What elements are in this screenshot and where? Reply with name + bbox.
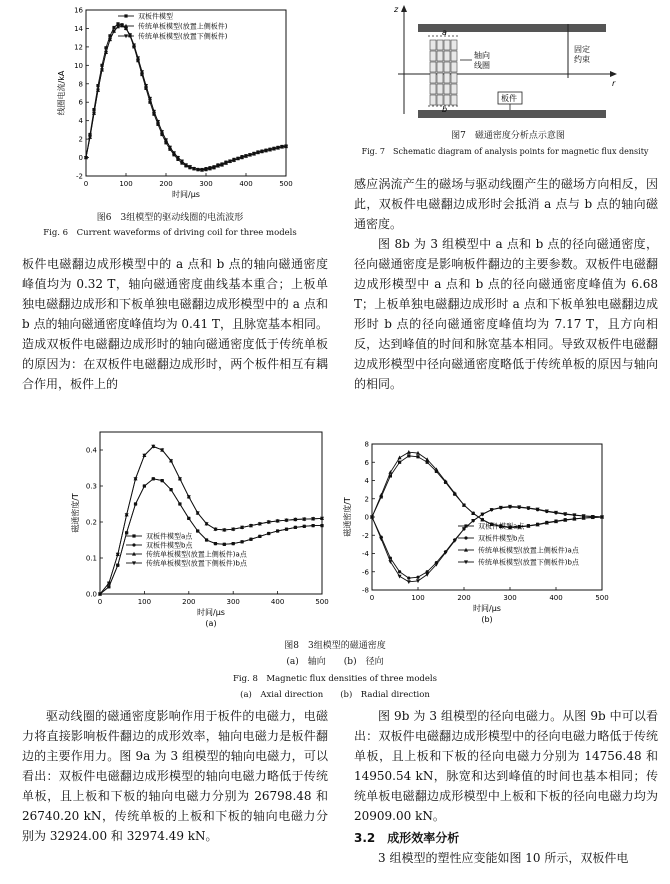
right-top-text	[354, 174, 658, 394]
legend-label: 双板件模型a点	[478, 522, 525, 531]
x-tick-label: 200	[182, 598, 196, 606]
marker-invtriangle	[116, 553, 120, 557]
x-axis-label: 时间/μs	[172, 190, 200, 199]
marker-circle	[132, 543, 135, 546]
x-tick-label: 100	[411, 594, 425, 602]
legend-label: 传统单板模型(放置上侧板件)a点	[146, 550, 247, 559]
paragraph: 板件电磁翻边成形模型中的 a 点和 b 点的轴向磁通密度峰值均为 0.32 T，轴向磁通密度曲线基本重合；上板单独电磁翻边成形和下板单独电磁翻边成形模型中的 a 点和 b 点的轴向磁通密度峰值均为 0.41 T，且脉宽基本相同。造成双板件电磁翻边成形时的轴向磁通密度低于传统单板的原因为：在双板件电磁翻边成形时，两个板件相互有耦合作用，板件上的	[22, 257, 328, 391]
y-tick-label: 0	[364, 513, 369, 522]
marker-circle	[178, 502, 181, 505]
coil-cell	[437, 51, 443, 61]
y-tick-label: 6	[78, 98, 83, 107]
y-tick-label: 4	[78, 117, 83, 126]
y-tick-label: -4	[362, 550, 369, 558]
series-line	[86, 26, 286, 170]
marker-circle	[267, 532, 270, 535]
x-tick-label: 0	[97, 598, 103, 606]
panel-label: (a)	[205, 619, 217, 628]
coil-cell	[451, 95, 457, 105]
marker-circle	[134, 502, 137, 505]
marker-circle	[416, 576, 419, 579]
marker-invtriangle	[169, 459, 173, 463]
y-tick-label: 4	[364, 477, 369, 485]
coil-cell	[430, 73, 436, 83]
x-tick-label: 500	[595, 594, 609, 602]
marker-invtriangle	[134, 477, 138, 481]
y-tick-label: 2	[364, 495, 369, 504]
marker-invtriangle	[178, 477, 182, 481]
marker-circle	[303, 525, 306, 528]
marker-circle	[294, 526, 297, 529]
coil-cell	[444, 40, 450, 50]
marker-circle	[240, 540, 243, 543]
coil-cell	[444, 84, 450, 94]
coil-cell	[444, 62, 450, 72]
marker-invtriangle	[398, 575, 402, 579]
marker-triangle	[425, 457, 429, 461]
coil-cell	[437, 73, 443, 83]
marker-circle	[320, 524, 323, 527]
marker-square	[398, 461, 401, 464]
marker-invtriangle	[125, 513, 129, 517]
marker-invtriangle	[425, 573, 429, 577]
x-tick-label: 0	[369, 594, 375, 602]
legend-label: 传统单板模型(放置下侧板件)	[138, 32, 228, 41]
marker-square	[124, 14, 127, 17]
y-tick-label: 0.4	[85, 446, 97, 455]
legend	[118, 12, 228, 41]
figure-8-subcaption-cn: (a) 轴向 (b) 径向	[286, 657, 384, 667]
legend-label: 双板件模型b点	[146, 541, 193, 550]
x-tick-label: 400	[270, 598, 285, 606]
x-tick-label: 300	[199, 180, 213, 188]
marker-circle	[276, 529, 279, 532]
x-tick-label: 100	[119, 180, 133, 188]
marker-square	[132, 534, 135, 537]
y-tick-label: 0.2	[85, 518, 97, 527]
marker-circle	[196, 529, 199, 532]
y-tick-label: -2	[362, 531, 369, 540]
series-line	[86, 24, 286, 170]
coil-cell	[451, 40, 457, 50]
x-tick-label: 200	[159, 180, 173, 188]
paragraph: 3 组模型的塑性应变能如图 10 所示，双板件电	[378, 851, 629, 865]
y-tick-label: 0.0	[85, 590, 97, 599]
marker-circle	[312, 524, 315, 527]
marker-circle	[107, 585, 110, 588]
marker-circle	[205, 538, 208, 541]
y-tick-label: 0.1	[85, 554, 97, 563]
marker-circle	[187, 517, 190, 520]
coil-cell	[451, 51, 457, 61]
figure-8b-chart	[343, 438, 650, 634]
y-axis-label: 磁通密度/T	[71, 493, 80, 533]
z-axis-label: z	[394, 5, 399, 14]
paragraph: 图 9b 为 3 组模型的径向电磁力。从图 9b 中可以看出：双板件电磁翻边成形模型中的径向电磁力略低于传统单板，且上板和下板的径向电磁力分别为 14756.48 和 14950.54 kN，脉宽和达到峰值的时间也基本相同；传统单板电磁翻边成形模型中上板和下板的径向电磁力均为 20909.00 kN。	[354, 709, 658, 823]
marker-circle	[161, 479, 164, 482]
coil-cell	[430, 62, 436, 72]
paragraph: 驱动线圈的磁通密度影响作用于板件的电磁力，电磁力将直接影响板件翻边的成形效率，轴向电磁力是板件翻边的主要作用力。图 9a 为 3 组模型的轴向电磁力，可以看出：双板件电磁翻边成形模型的轴向电磁力略低于传统单板，且上板和下板的轴向电磁力分别为 26798.48 和 26740.20 kN，传统单板的上板和下板的轴向电磁力分别为 32924.00 和 32974.49 kN。	[22, 709, 328, 843]
figure-6-caption-en: Fig. 6 Current waveforms of driving coil for three models	[43, 228, 297, 238]
series-1	[84, 23, 288, 171]
z-axis-arrow	[401, 5, 407, 12]
marker-circle	[249, 538, 252, 541]
x-tick-label: 400	[549, 594, 563, 602]
legend-label: 传统单板模型(放置上侧板件)a点	[478, 546, 579, 555]
paragraph: 图 8b 为 3 组模型中 a 点和 b 点的径向磁通密度，径向磁通密度是影响板件翻边的主要参数。双板件电磁翻边成形模型中 a 点和 b 点的径向磁通密度峰值为 6.68 T；上板单独电磁翻边成形时 a 点和下板单独电磁翻边成形时 b 点的径向磁通密度峰值均为 7.17 T，且方向相反，达到峰值的时间和脉宽基本相同。导致双板件电磁翻边成形模型中径向磁通密度略低于传统单板的原因与轴向的相同。	[354, 237, 658, 391]
x-tick-label: 300	[226, 598, 240, 606]
coil-cell	[437, 95, 443, 105]
y-tick-label: 0	[78, 154, 83, 163]
y-tick-label: 14	[74, 24, 83, 33]
y-tick-label: -8	[362, 586, 369, 595]
r-axis-arrow	[610, 71, 617, 77]
coil-cell	[430, 95, 436, 105]
x-tick-label: 100	[137, 598, 152, 606]
marker-invtriangle	[92, 112, 96, 116]
coil-cell	[430, 84, 436, 94]
marker-circle	[223, 543, 226, 546]
coil-cell	[437, 40, 443, 50]
coil-cell	[451, 84, 457, 94]
marker-invtriangle	[205, 522, 209, 526]
marker-square	[416, 455, 419, 458]
y-tick-label: 6	[364, 458, 369, 467]
point-b-label: b	[442, 105, 448, 114]
figure-6-caption-cn: 图6 3组模型的驱动线圈的电流波形	[96, 213, 244, 223]
marker-triangle	[398, 455, 402, 459]
y-tick-label: -2	[76, 172, 83, 181]
legend-label: 传统单板模型(放置上侧板件)	[138, 22, 228, 31]
y-tick-label: 2	[78, 135, 83, 144]
legend	[458, 522, 580, 567]
axial-coil	[430, 40, 457, 105]
figure-7-caption-en: Fig. 7 Schematic diagram of analysis points for magnetic flux density	[361, 147, 649, 156]
marker-circle	[258, 535, 261, 538]
legend-label: 传统单板模型(放置下侧板件)b点	[478, 558, 579, 567]
series-line	[86, 26, 286, 170]
point-a-label: a	[442, 28, 447, 37]
marker-circle	[169, 488, 172, 491]
r-axis-label: r	[612, 79, 616, 88]
x-tick-label: 0	[83, 180, 89, 188]
coil-cell	[444, 95, 450, 105]
series-0	[84, 22, 287, 171]
series-line	[372, 507, 602, 578]
y-tick-label: 8	[364, 440, 369, 449]
legend-label: 传统单板模型(放置下侧板件)b点	[146, 559, 247, 568]
figure-7-diagram	[388, 2, 628, 120]
marker-invtriangle	[112, 30, 116, 34]
plate-label: 板件	[501, 94, 517, 103]
series-2	[370, 450, 604, 529]
legend-label: 双板件模型	[138, 12, 173, 21]
coil-cell	[451, 73, 457, 83]
marker-circle	[407, 577, 410, 580]
right-bottom-text	[354, 706, 658, 868]
paragraph: 感应涡流产生的磁场与驱动线圈产生的磁场方向相反，因此，双板件电磁翻边成形时会抵消 a 点与 b 点的轴向磁通密度。	[354, 177, 658, 231]
series-line	[372, 452, 602, 527]
y-tick-label: 10	[74, 61, 83, 70]
x-tick-label: 400	[239, 180, 253, 188]
figure-6-chart	[40, 4, 300, 209]
fixed-label-1: 固定	[574, 45, 590, 54]
y-tick-label: 16	[74, 6, 83, 15]
coil-cell	[437, 62, 443, 72]
y-tick-label: 0.3	[85, 482, 97, 491]
coil-cell	[430, 51, 436, 61]
figure-8a-chart	[60, 424, 340, 634]
x-axis-label: 时间/μs	[473, 604, 501, 613]
series-line	[100, 446, 322, 594]
legend-label: 双板件模型b点	[478, 534, 525, 543]
left-bottom-text	[22, 706, 328, 846]
marker-circle	[285, 528, 288, 531]
legend-label: 双板件模型a点	[146, 532, 193, 541]
y-tick-label: 8	[78, 80, 83, 89]
figure-8-subcaption-en: (a) Axial direction (b) Radial direction	[240, 690, 430, 700]
left-mid-text	[22, 254, 328, 394]
x-tick-label: 300	[503, 594, 517, 602]
y-axis-label: 线圈电流/kA	[57, 70, 66, 116]
marker-circle	[116, 564, 119, 567]
y-tick-label: -6	[362, 568, 369, 577]
coil-cell	[430, 40, 436, 50]
y-axis-label: 磁通密度/T	[343, 497, 352, 537]
section-heading: 3.2 成形效率分析	[354, 831, 460, 845]
marker-circle	[214, 542, 217, 545]
marker-circle	[398, 570, 401, 573]
series-3	[98, 445, 324, 596]
marker-circle	[125, 531, 128, 534]
legend	[126, 532, 248, 568]
series-3	[370, 505, 604, 584]
fixed-label-2: 约束	[574, 55, 590, 64]
coil-cell	[444, 73, 450, 83]
series-1	[370, 505, 603, 579]
x-tick-label: 200	[457, 594, 471, 602]
panel-label: (b)	[481, 615, 493, 624]
figure-8-caption-en: Fig. 8 Magnetic flux densities of three models	[233, 674, 437, 684]
series-0	[370, 454, 603, 528]
marker-invtriangle	[142, 454, 146, 458]
marker-circle	[464, 536, 467, 539]
marker-circle	[232, 542, 235, 545]
coil-cell	[451, 62, 457, 72]
coil-cell	[437, 84, 443, 94]
plot-frame	[372, 444, 602, 590]
plot-frame	[100, 432, 322, 594]
series-line	[372, 507, 602, 582]
coil-cell	[444, 51, 450, 61]
marker-square	[407, 454, 410, 457]
coil-label-1: 轴向	[474, 51, 490, 60]
y-tick-label: 12	[74, 43, 83, 52]
figure-7-caption-cn: 图7 磁通密度分析点示意图	[451, 131, 565, 141]
x-tick-label: 500	[279, 180, 293, 188]
marker-square	[464, 524, 467, 527]
marker-circle	[143, 484, 146, 487]
marker-circle	[152, 477, 155, 480]
x-axis-label: 时间/μs	[197, 608, 225, 617]
marker-square	[112, 26, 115, 29]
coil-label-2: 线圈	[474, 61, 490, 70]
x-tick-label: 500	[315, 598, 329, 606]
series-line	[372, 456, 602, 527]
series-2	[84, 24, 288, 172]
figure-8-caption-cn: 图8 3组模型的磁通密度	[284, 641, 386, 651]
